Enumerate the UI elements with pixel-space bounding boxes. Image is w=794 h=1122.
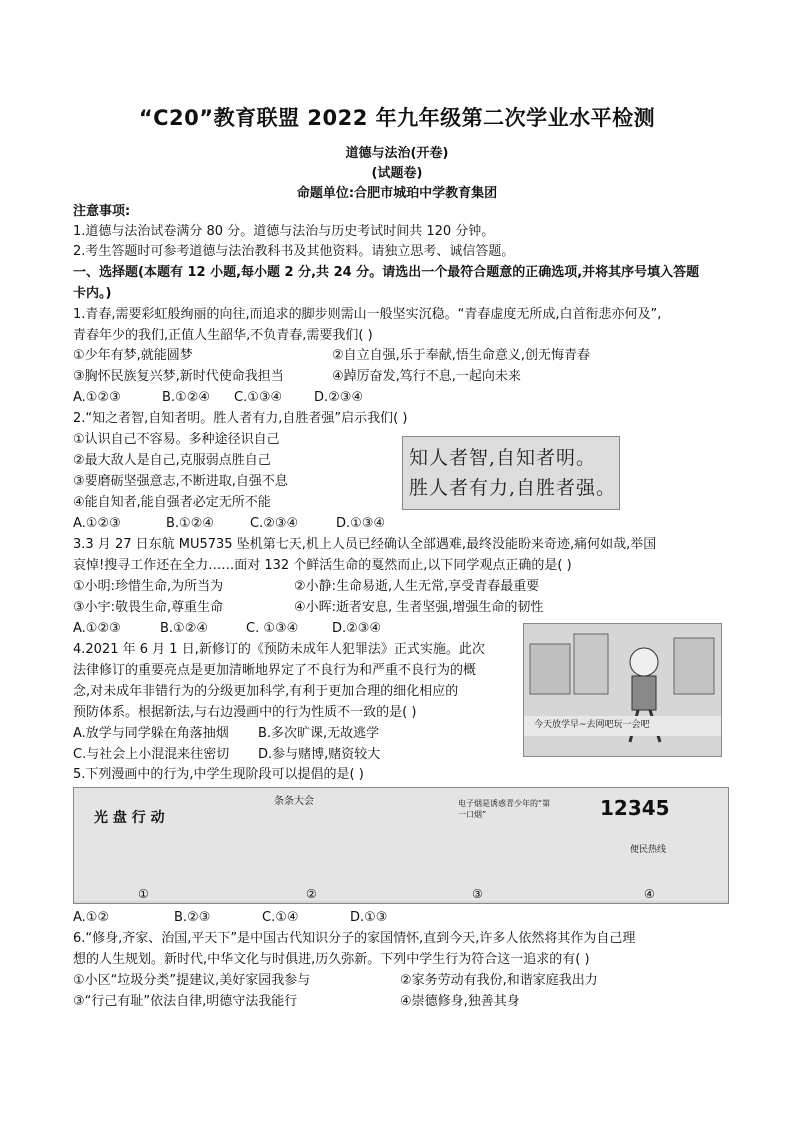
q5-panel-1-title: 光 盘 行 动 [94, 810, 165, 826]
q3-answer-a: A.①②③ [73, 621, 121, 636]
q4-cartoon-drawing [524, 624, 721, 756]
q4-answer-c: C.与社会上小混混来往密切 [73, 747, 230, 762]
q5-panel-4-number-text: 12345 [600, 796, 670, 820]
q5-panel-3-number: ③ [472, 887, 483, 901]
q6-option-3: ③“行己有耻”依法自律,明德守法我能行 [73, 994, 298, 1009]
q1-answer-d: D.②③④ [314, 390, 364, 405]
subject-line: 道德与法治(开卷) [345, 146, 449, 161]
q6-stem-cont: 想的人生规划。新时代,中华文化与时俱进,历久弥新。下列中学生行为符合这一追求的有( ) [73, 952, 590, 967]
exam-title: “C20”教育联盟 2022 年九年级第二次学业水平检测 [138, 106, 656, 130]
q3-stem-cont: 哀悼!搜寻工作还在全力……面对 132 个鲜活生命的戛然而止,以下同学观点正确的是( ) [73, 558, 572, 573]
q6-stem: 6.“修身,齐家、治国,平天下”是中国古代知识分子的家国情怀,直到今天,许多人依然将其作为自己理 [73, 931, 636, 946]
section-heading: 一、选择题(本题有 12 小题,每小题 2 分,共 24 分。请选出一个最符合题意的正确选项,并将其序号填入答题 [73, 265, 700, 280]
q4-answer-b: B.多次旷课,无故逃学 [258, 726, 380, 741]
q3-answer-d: D.②③④ [332, 621, 382, 636]
q4-answer-d: D.参与赌博,赌资较大 [258, 747, 381, 762]
calligraphy-image [402, 436, 620, 510]
q1-option-1: ①少年有梦,就能圆梦 [73, 348, 193, 363]
q1-stem: 1.青春,需要彩虹般绚丽的向往,而追求的脚步则需山一般坚实沉稳。“青春虚度无所成,白首衔悲亦何及”, [73, 307, 662, 322]
q1-option-3: ③胸怀民族复兴梦,新时代使命我担当 [73, 369, 284, 384]
q5-panel-2 [234, 788, 397, 901]
q3-option-4: ④小晖:逝者安息, 生者坚强,增强生命的韧性 [294, 600, 544, 615]
q2-answer-c: C.②③④ [250, 516, 299, 531]
q1-answer-b: B.①②④ [162, 390, 211, 405]
q4-stem-cont: 预防体系。根据新法,与右边漫画中的行为性质不一致的是( ) [73, 705, 417, 720]
q5-stem: 5.下列漫画中的行为,中学生现阶段可以提倡的是( ) [73, 767, 364, 782]
q4-stem-cont: 法律修订的重要亮点是更加清晰地界定了不良行为和严重不良行为的概 [73, 663, 477, 678]
q3-answer-b: B.①②④ [160, 621, 209, 636]
q3-answer-c: C. ①③④ [246, 621, 299, 636]
q5-comic-strip [73, 787, 729, 904]
q2-option-4: ④能自知者,能自强者必定无所不能 [73, 495, 271, 510]
q2-option-2: ②最大敌人是自己,克服弱点胜自己 [73, 453, 271, 468]
q1-answer-c: C.①③④ [234, 390, 283, 405]
q4-answer-a: A.放学与同学躲在角落抽烟 [73, 726, 229, 741]
q3-option-1: ①小明:珍惜生命,为所当为 [73, 579, 224, 594]
q3-option-3: ③小宇:敬畏生命,尊重生命 [73, 600, 224, 615]
q6-option-4: ④崇德修身,独善其身 [400, 994, 520, 1009]
q1-option-4: ④踔厉奋发,笃行不息,一起向未来 [332, 369, 521, 384]
section-heading-cont: 卡内。) [73, 286, 112, 301]
q1-option-2: ②自立自强,乐于奉献,悟生命意义,创无悔青春 [332, 348, 591, 363]
q5-panel-1 [74, 788, 235, 901]
q2-answer-b: B.①②④ [166, 516, 215, 531]
q2-answer-a: A.①②③ [73, 516, 121, 531]
q5-answer-c: C.①④ [262, 910, 299, 925]
author-line: 命题单位:合肥市城珀中学教育集团 [296, 186, 498, 201]
note-item: 1.道德与法治试卷满分 80 分。道德与法治与历史考试时间共 120 分钟。 [73, 224, 495, 239]
q5-panel-2-title: 条条大会 [274, 796, 314, 807]
q5-panel-3 [396, 788, 565, 901]
q2-answer-d: D.①③④ [336, 516, 386, 531]
q5-panel-3-text: 电子烟是诱惑青少年的“第一口烟” [458, 799, 551, 819]
notes-heading: 注意事项: [73, 204, 131, 219]
q4-stem-cont: 念,对未成年非错行为的分级更加科学,有利于更加合理的细化相应的 [73, 684, 459, 699]
paper-type-line: (试题卷) [371, 166, 423, 181]
q5-answer-d: D.①③ [350, 910, 388, 925]
q4-stem: 4.2021 年 6 月 1 日,新修订的《预防未成年人犯罪法》正式实施。此次 [73, 642, 485, 657]
q4-cartoon-caption: 今天放学早~去网吧玩一会吧 [534, 720, 650, 730]
q3-option-2: ②小静:生命易逝,人生无常,享受青春最重要 [294, 579, 540, 594]
q2-stem: 2.“知之者智,自知者明。胜人者有力,自胜者强”启示我们( ) [73, 411, 408, 426]
q5-panel-4 [564, 788, 728, 901]
q3-stem: 3.3 月 27 日东航 MU5735 坠机第七天,机上人员已经确认全部遇难,最终没能盼来奇迹,痛何如哉,举国 [73, 537, 657, 552]
calligraphy-line-2: 胜人者有力,自胜者强。 [409, 477, 617, 499]
calligraphy-line-1: 知人者智,自知者明。 [409, 447, 597, 469]
q1-stem-cont: 青春年少的我们,正值人生韶华,不负青春,需要我们( ) [73, 328, 373, 343]
q4-cartoon-image [523, 623, 722, 757]
q6-option-1: ①小区“垃圾分类”提建议,美好家园我参与 [73, 973, 311, 988]
q2-option-3: ③要磨砺坚强意志,不断进取,自强不息 [73, 474, 288, 489]
q5-answer-a: A.①② [73, 910, 110, 925]
q2-option-1: ①认识自己不容易。多种途径识自己 [73, 432, 280, 447]
q5-panel-1-number: ① [138, 887, 149, 901]
note-item: 2.考生答题时可参考道德与法治教科书及其他资料。请独立思考、诚信答题。 [73, 244, 515, 259]
q5-panel-4-number: ④ [644, 887, 655, 901]
q5-answer-b: B.②③ [174, 910, 211, 925]
q6-option-2: ②家务劳动有我份,和谐家庭我出力 [400, 973, 598, 988]
q5-panel-2-number: ② [306, 887, 317, 901]
q1-answer-a: A.①②③ [73, 390, 121, 405]
q5-panel-4-sign: 便民热线 [630, 845, 667, 855]
